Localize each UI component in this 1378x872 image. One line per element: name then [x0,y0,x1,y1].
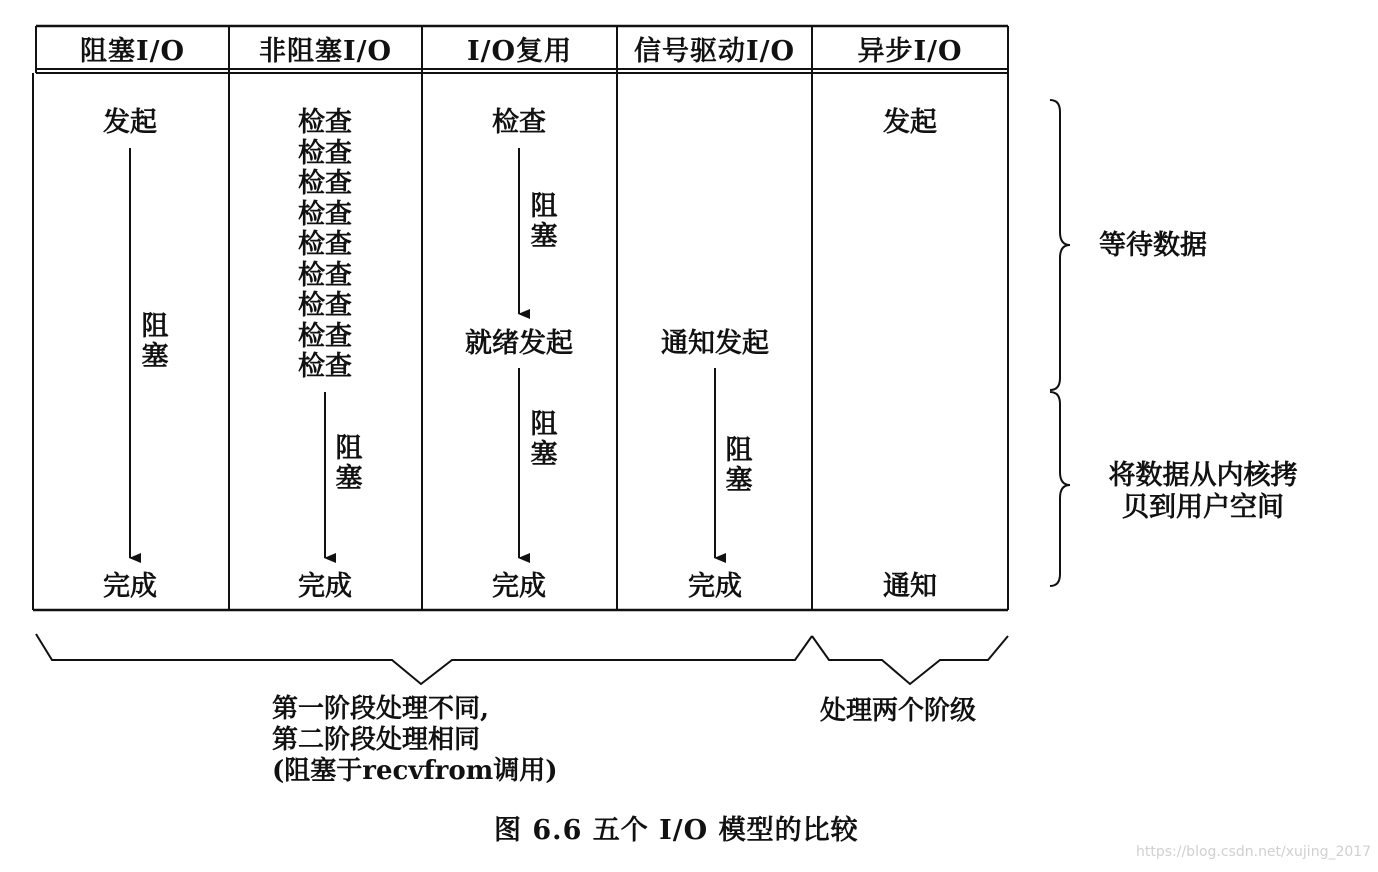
header-io-multiplexing: I/O复用 [466,35,572,67]
signal-done-label: 完成 [688,571,742,602]
watermark: https://blog.csdn.net/xujing_2017 [1136,844,1372,860]
first-phase-note-line2: 第二阶段处理相同 [272,725,481,755]
async-start-label: 发起 [883,107,937,138]
phase-copy-label [1109,460,1298,524]
header-blocking-io: 阻塞I/O [79,35,185,67]
blocking-start-label: 发起 [103,107,157,138]
async-notify-label: 通知 [883,571,937,602]
signal-notify-label: 通知发起 [661,328,769,359]
first-phase-note-line3: (阻塞于recvfrom调用) [272,756,558,786]
multiplex-block-label-2: 阻塞 [530,409,558,470]
header-nonblocking-io: 非阻塞I/O [258,35,392,67]
copy-brace [1050,392,1070,586]
multiplex-block-label-1: 阻塞 [530,191,558,252]
first-phase-note-line1: 第一阶段处理不同, [272,694,490,724]
multiplex-done-label: 完成 [492,571,546,602]
nonblocking-done-label: 完成 [298,571,352,602]
first-phase-note [272,694,558,787]
check-label: 检查 [298,137,352,169]
second-phase-note: 处理两个阶级 [820,696,977,726]
phase-copy-line2: 贝到用户空间 [1122,492,1284,523]
signal-block-label: 阻塞 [725,435,753,496]
header-signal-driven-io: 信号驱动I/O [633,35,795,67]
check-label: 检查 [298,107,352,138]
phase-copy-line1: 将数据从内核拷 [1108,460,1298,491]
first-phase-brace [36,634,812,684]
nonblocking-check-list [298,108,352,383]
figure-caption: 图 6.6 五个 I/O 模型的比较 [494,815,859,846]
multiplex-ready-label: 就绪发起 [465,328,573,359]
phase-wait-label: 等待数据 [1099,230,1207,261]
check-label: 检查 [298,229,352,260]
check-label: 检查 [298,320,352,352]
check-label: 检查 [298,290,352,321]
check-label: 检查 [298,198,352,230]
second-phase-brace [812,636,1008,684]
multiplex-check-label: 检查 [492,107,546,138]
check-label: 检查 [298,259,352,291]
header-async-io: 异步I/O [857,35,963,67]
blocking-done-label: 完成 [103,571,157,602]
check-label: 检查 [298,351,352,382]
bottom-braces [36,634,1008,684]
check-label: 检查 [298,168,352,199]
nonblocking-block-label: 阻塞 [335,433,363,494]
phase-braces [1050,100,1070,586]
blocking-block-label: 阻塞 [141,311,169,372]
wait-brace [1050,100,1070,390]
